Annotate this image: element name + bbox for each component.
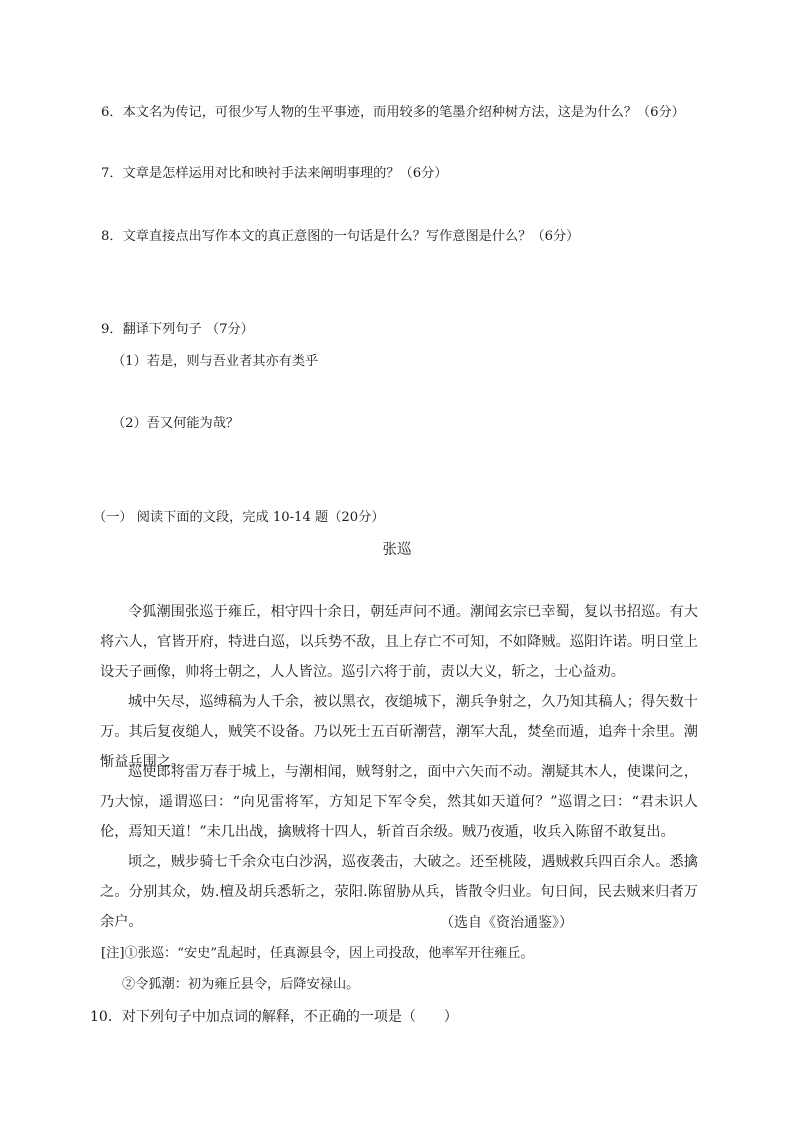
question-9: 9．翻译下列句子 （7分） — [101, 322, 254, 337]
passage-paragraph-2: 城中矢尽，巡缚稿为人千余，被以黑衣，夜缒城下，潮兵争射之，久乃知其稿人；得矢数十万。其后复夜缒人，贼笑不设备。乃以死士五百斫潮营，潮军大乱，焚垒而遁，追奔十余里。潮惭益兵围之。 — [100, 694, 698, 770]
note-1: [注]①张巡：“安史”乱起时，任真源县令，因上司投敌，他率军开往雍丘。 — [101, 946, 534, 961]
question-7: 7．文章是怎样运用对比和映衬手法来阐明事理的？（6分） — [101, 166, 448, 181]
question-9-part-2: （2）吾又何能为哉？ — [112, 416, 240, 431]
question-8: 8．文章直接点出写作本文的真正意图的一句话是什么？写作意图是什么？（6分） — [101, 229, 580, 244]
question-10: 10．对下列句子中加点词的解释，不正确的一项是（ ） — [90, 1009, 458, 1025]
note-2: ②令狐潮：初为雍丘县令，后降安禄山。 — [122, 977, 360, 992]
passage-paragraph-1: 令狐潮围张巡于雍丘，相守四十余日，朝廷声问不通。潮闻玄宗已幸蜀，复以书招巡。有大将六人，官皆开府，特进白巡，以兵势不敌，且上存亡不可知，不如降贼。巡阳许诺。明日堂上设天子画像，帅将士朝之，人人皆泣。巡引六将于前，责以大义，斩之，士心益劝。 — [100, 604, 698, 680]
passage-title: 张巡 — [382, 542, 412, 558]
passage-source: （选自《资治通鉴》） — [440, 915, 573, 931]
passage-paragraph-3: 巡使郎将雷万春于城上，与潮相闻，贼弩射之，面中六矢而不动。潮疑其木人，使谍问之，乃大惊，遥谓巡曰：“向见雷将军，方知足下军令矣，然其如天道何？”巡谓之曰：“君未识人伦，焉知天道！”未几出战，擒贼将十四人，斩首百余级。贼乃夜遁，收兵入陈留不敢复出。 — [100, 764, 698, 840]
question-9-part-1: （1）若是，则与吾业者其亦有类乎 — [112, 354, 319, 369]
passage-paragraph-4: 顷之，贼步骑七千余众屯白沙涡，巡夜袭击，大破之。还至桃陵，遇贼救兵四百余人。悉擒之。分别其众，妫.檀及胡兵悉斩之，荥阳.陈留胁从兵，皆散令归业。旬日间，民去贼来归者万余户。 — [100, 854, 698, 930]
question-6: 6．本文名为传记，可很少写人物的生平事迹，而用较多的笔墨介绍种树方法，这是为什么？（6分） — [101, 105, 685, 120]
section-header: （一） 阅读下面的文段，完成 10-14 题（20分） — [93, 510, 385, 525]
